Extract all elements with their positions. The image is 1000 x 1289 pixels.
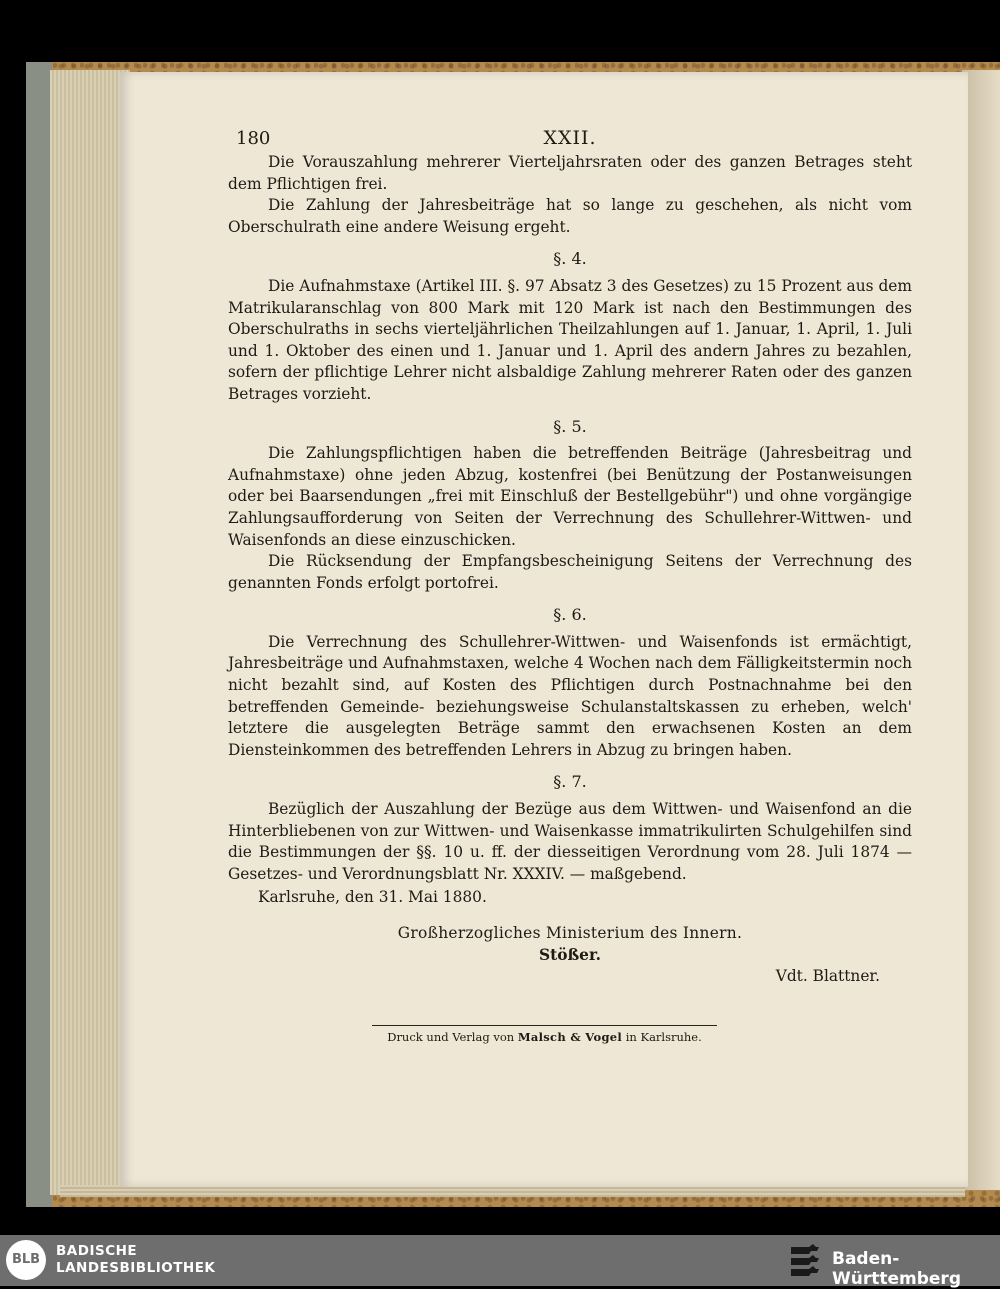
signer-name: Stößer. [538,945,602,964]
paragraph: Die Zahlung der Jahresbeiträge hat so lange zu geschehen, als nicht vom Oberschulrath eine andere Weisung ergeht. [228,196,912,236]
page-text [228,122,912,988]
paragraph: Bezüglich der Auszahlung der Bezüge aus dem Wittwen- und Waisenfond an die Hinterbliebenen von zur Wittwen- und Waisenkasse immatrikulirten Schulgehilfen sind die Bestimmungen der §§. 10 u. ff. der diesseitigen Verordnung vom 28. Juli 1874 — Gesetzes- und Verordnungsblatt Nr. XXXIV. — maßgebend. [228,800,912,883]
state-name[interactable]: Baden-Württemberg [832,1249,961,1289]
library-name-line2: LANDESBIBLIOTHEK [56,1260,216,1276]
page-number: 180 [236,128,271,149]
lions-coat-of-arms-icon [788,1241,822,1279]
page-header [228,122,912,152]
ministry-name: Großherzogliches Ministerium des Innern. [397,924,743,942]
page-stack-edges [50,70,130,1195]
library-name [56,1243,215,1277]
paragraph: Die Verrechnung des Schullehrer-Wittwen- und Waisenfonds ist ermächtigt, Jahresbeiträge und Aufnahmstaxen, welche 4 Wochen nach dem Fälligkeitstermin noch nicht bezahlt sind, auf Kosten des Pflichtigen durch Postnachnahme bei den betreffenden Gemeinde- beziehungsweise Schulanstaltskassen zu erheben, welch' letztere die ausgelegten Beträge sammt den erwachsenen Kosten an dem Diensteinkommen des betreffenden Lehrers in Abzug zu bringen haben. [228,632,912,759]
paragraph: Die Rücksendung der Empfangsbescheinigung Seitens der Verrechnung des genannten Fonds erfolgt portofrei. [228,552,912,592]
book-spine-cloth [26,62,52,1207]
printer-rule [372,1025,717,1026]
printer-imprint [372,1030,717,1044]
printer-firm: Malsch & Vogel [517,1030,623,1044]
blb-logo[interactable]: BLB [6,1240,46,1280]
section-heading: §. 7. [553,772,587,792]
paragraph: Die Vorauszahlung mehrerer Vierteljahrsraten oder des ganzen Betrages steht dem Pflichtigen frei. [228,153,912,193]
printer-prefix: Druck und Verlag von [387,1030,515,1044]
printer-suffix: in Karlsruhe. [625,1030,702,1044]
section-heading: §. 5. [553,416,587,436]
countersign: Vdt. Blattner. [775,967,880,986]
running-head: XXII. [543,127,597,149]
footer-bar [0,1235,1000,1289]
section-heading: §. 4. [553,249,587,269]
paragraph: Die Zahlungspflichtigen haben die betreffenden Beiträge (Jahresbeitrag und Aufnahmstaxe) ohne jeden Abzug, kostenfrei (bei Benützung der Postanweisungen oder bei Baarsendungen „frei mit Einschluß der Bestellgebühr") und ohne vorgängige Zahlungsaufforderung von Seiten der Verrechnung des Schullehrer-Wittwen- und Waisenfonds an diese einzuschicken. [228,444,912,549]
section-heading: §. 6. [553,605,587,625]
library-name-line1: BADISCHE [56,1243,138,1259]
paragraph: Die Aufnahmstaxe (Artikel III. §. 97 Absatz 3 des Gesetzes) zu 15 Prozent aus dem Matrikularanschlag von 800 Mark mit 120 Mark ist nach den Bestimmungen des Oberschulraths in sechs vierteljährlichen Theilzahlungen auf 1. Januar, 1. April, 1. Juli und 1. Oktober des einen und 1. Januar und 1. April des andern Jahres zu bezahlen, sofern der pflichtige Lehrer nicht alsbaldige Zahlung mehrerer Raten oder des ganzen Betrages vorzieht. [228,276,912,403]
dateline: Karlsruhe, den 31. Mai 1880. [258,888,487,907]
